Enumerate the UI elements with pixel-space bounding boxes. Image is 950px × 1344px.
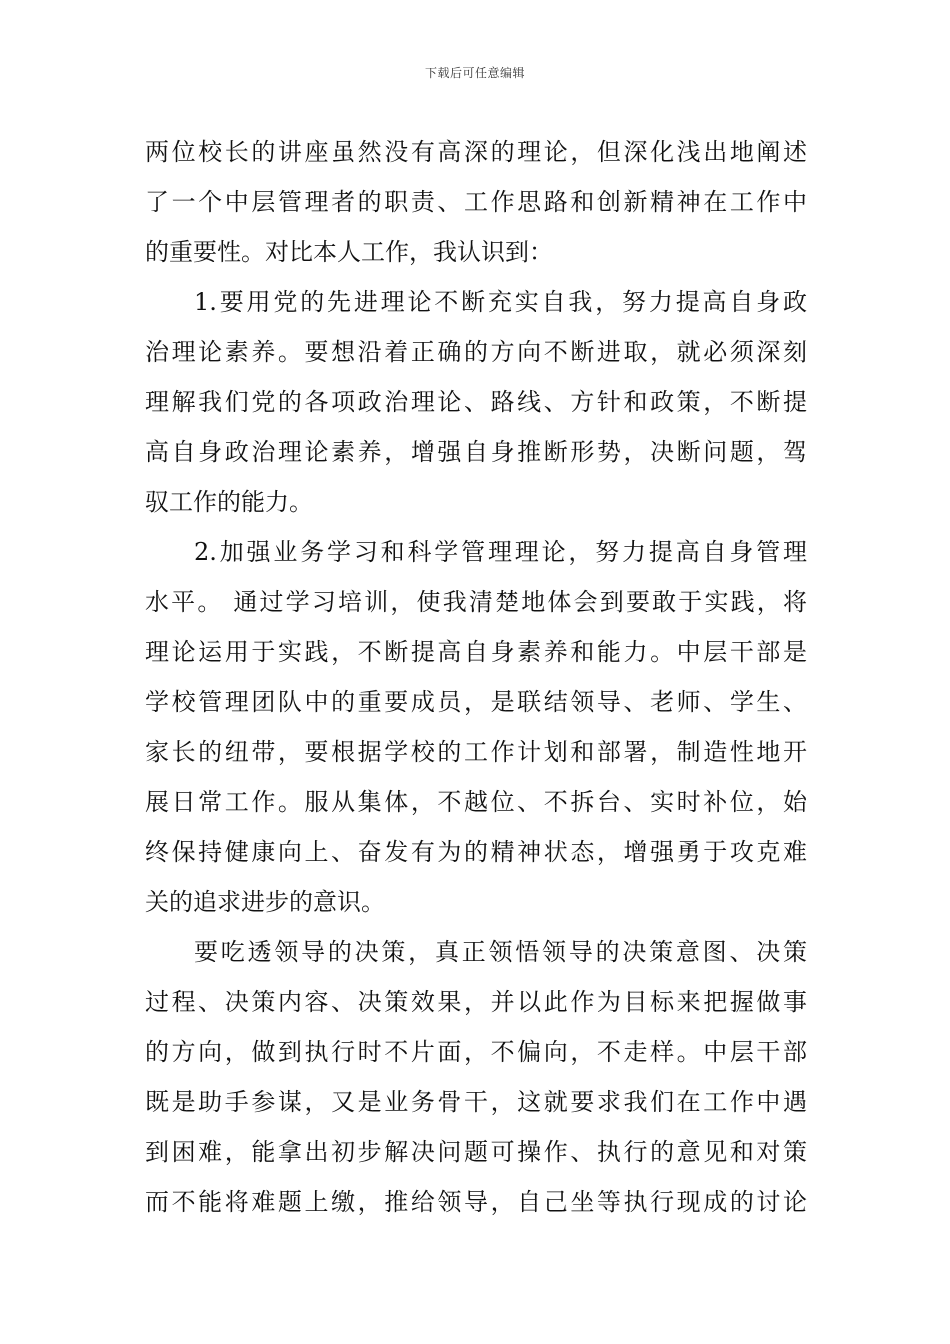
document-body [145, 127, 807, 1227]
text-line: 2.加强业务学习和科学管理理论，努力提高自身管理 [194, 538, 807, 566]
text-line: 理解我们党的各项政治理论、路线、方针和政策，不断提 [145, 388, 807, 416]
text-line: 驭工作的能力。 [145, 488, 313, 516]
text-line: 的重要性。对比本人工作，我认识到： [145, 238, 553, 266]
text-line: 了一个中层管理者的职责、工作思路和创新精神在工作中 [145, 188, 807, 216]
text-line: 水平。 通过学习培训，使我清楚地体会到要敢于实践，将 [145, 588, 807, 616]
text-line: 学校管理团队中的重要成员，是联结领导、老师、学生、 [145, 688, 807, 716]
text-line: 的方向，做到执行时不片面，不偏向，不走样。中层干部 [145, 1038, 807, 1066]
text-line: 理论运用于实践，不断提高自身素养和能力。中层干部是 [145, 638, 807, 666]
text-line: 要吃透领导的决策，真正领悟领导的决策意图、决策 [194, 938, 807, 966]
text-line: 过程、决策内容、决策效果，并以此作为目标来把握做事 [145, 988, 807, 1016]
text-line: 两位校长的讲座虽然没有高深的理论，但深化浅出地阐述 [145, 138, 807, 166]
text-line: 既是助手参谋，又是业务骨干，这就要求我们在工作中遇 [145, 1088, 807, 1116]
text-line: 到困难，能拿出初步解决问题可操作、执行的意见和对策 [145, 1138, 807, 1166]
text-line: 展日常工作。服从集体，不越位、不拆台、实时补位，始 [145, 788, 807, 816]
text-line: 高自身政治理论素养，增强自身推断形势，决断问题，驾 [145, 438, 807, 466]
text-line: 1.要用党的先进理论不断充实自我，努力提高自身政 [194, 288, 807, 316]
text-line: 治理论素养。要想沿着正确的方向不断进取，就必须深刻 [145, 338, 807, 366]
text-line: 关的追求进步的意识。 [145, 888, 385, 916]
page-header: 下载后可任意编辑 [424, 66, 525, 80]
text-line: 终保持健康向上、奋发有为的精神状态，增强勇于攻克难 [145, 838, 807, 866]
text-line: 家长的纽带，要根据学校的工作计划和部署，制造性地开 [145, 738, 807, 766]
text-line: 而不能将难题上缴，推给领导，自己坐等执行现成的讨论 [145, 1188, 807, 1216]
